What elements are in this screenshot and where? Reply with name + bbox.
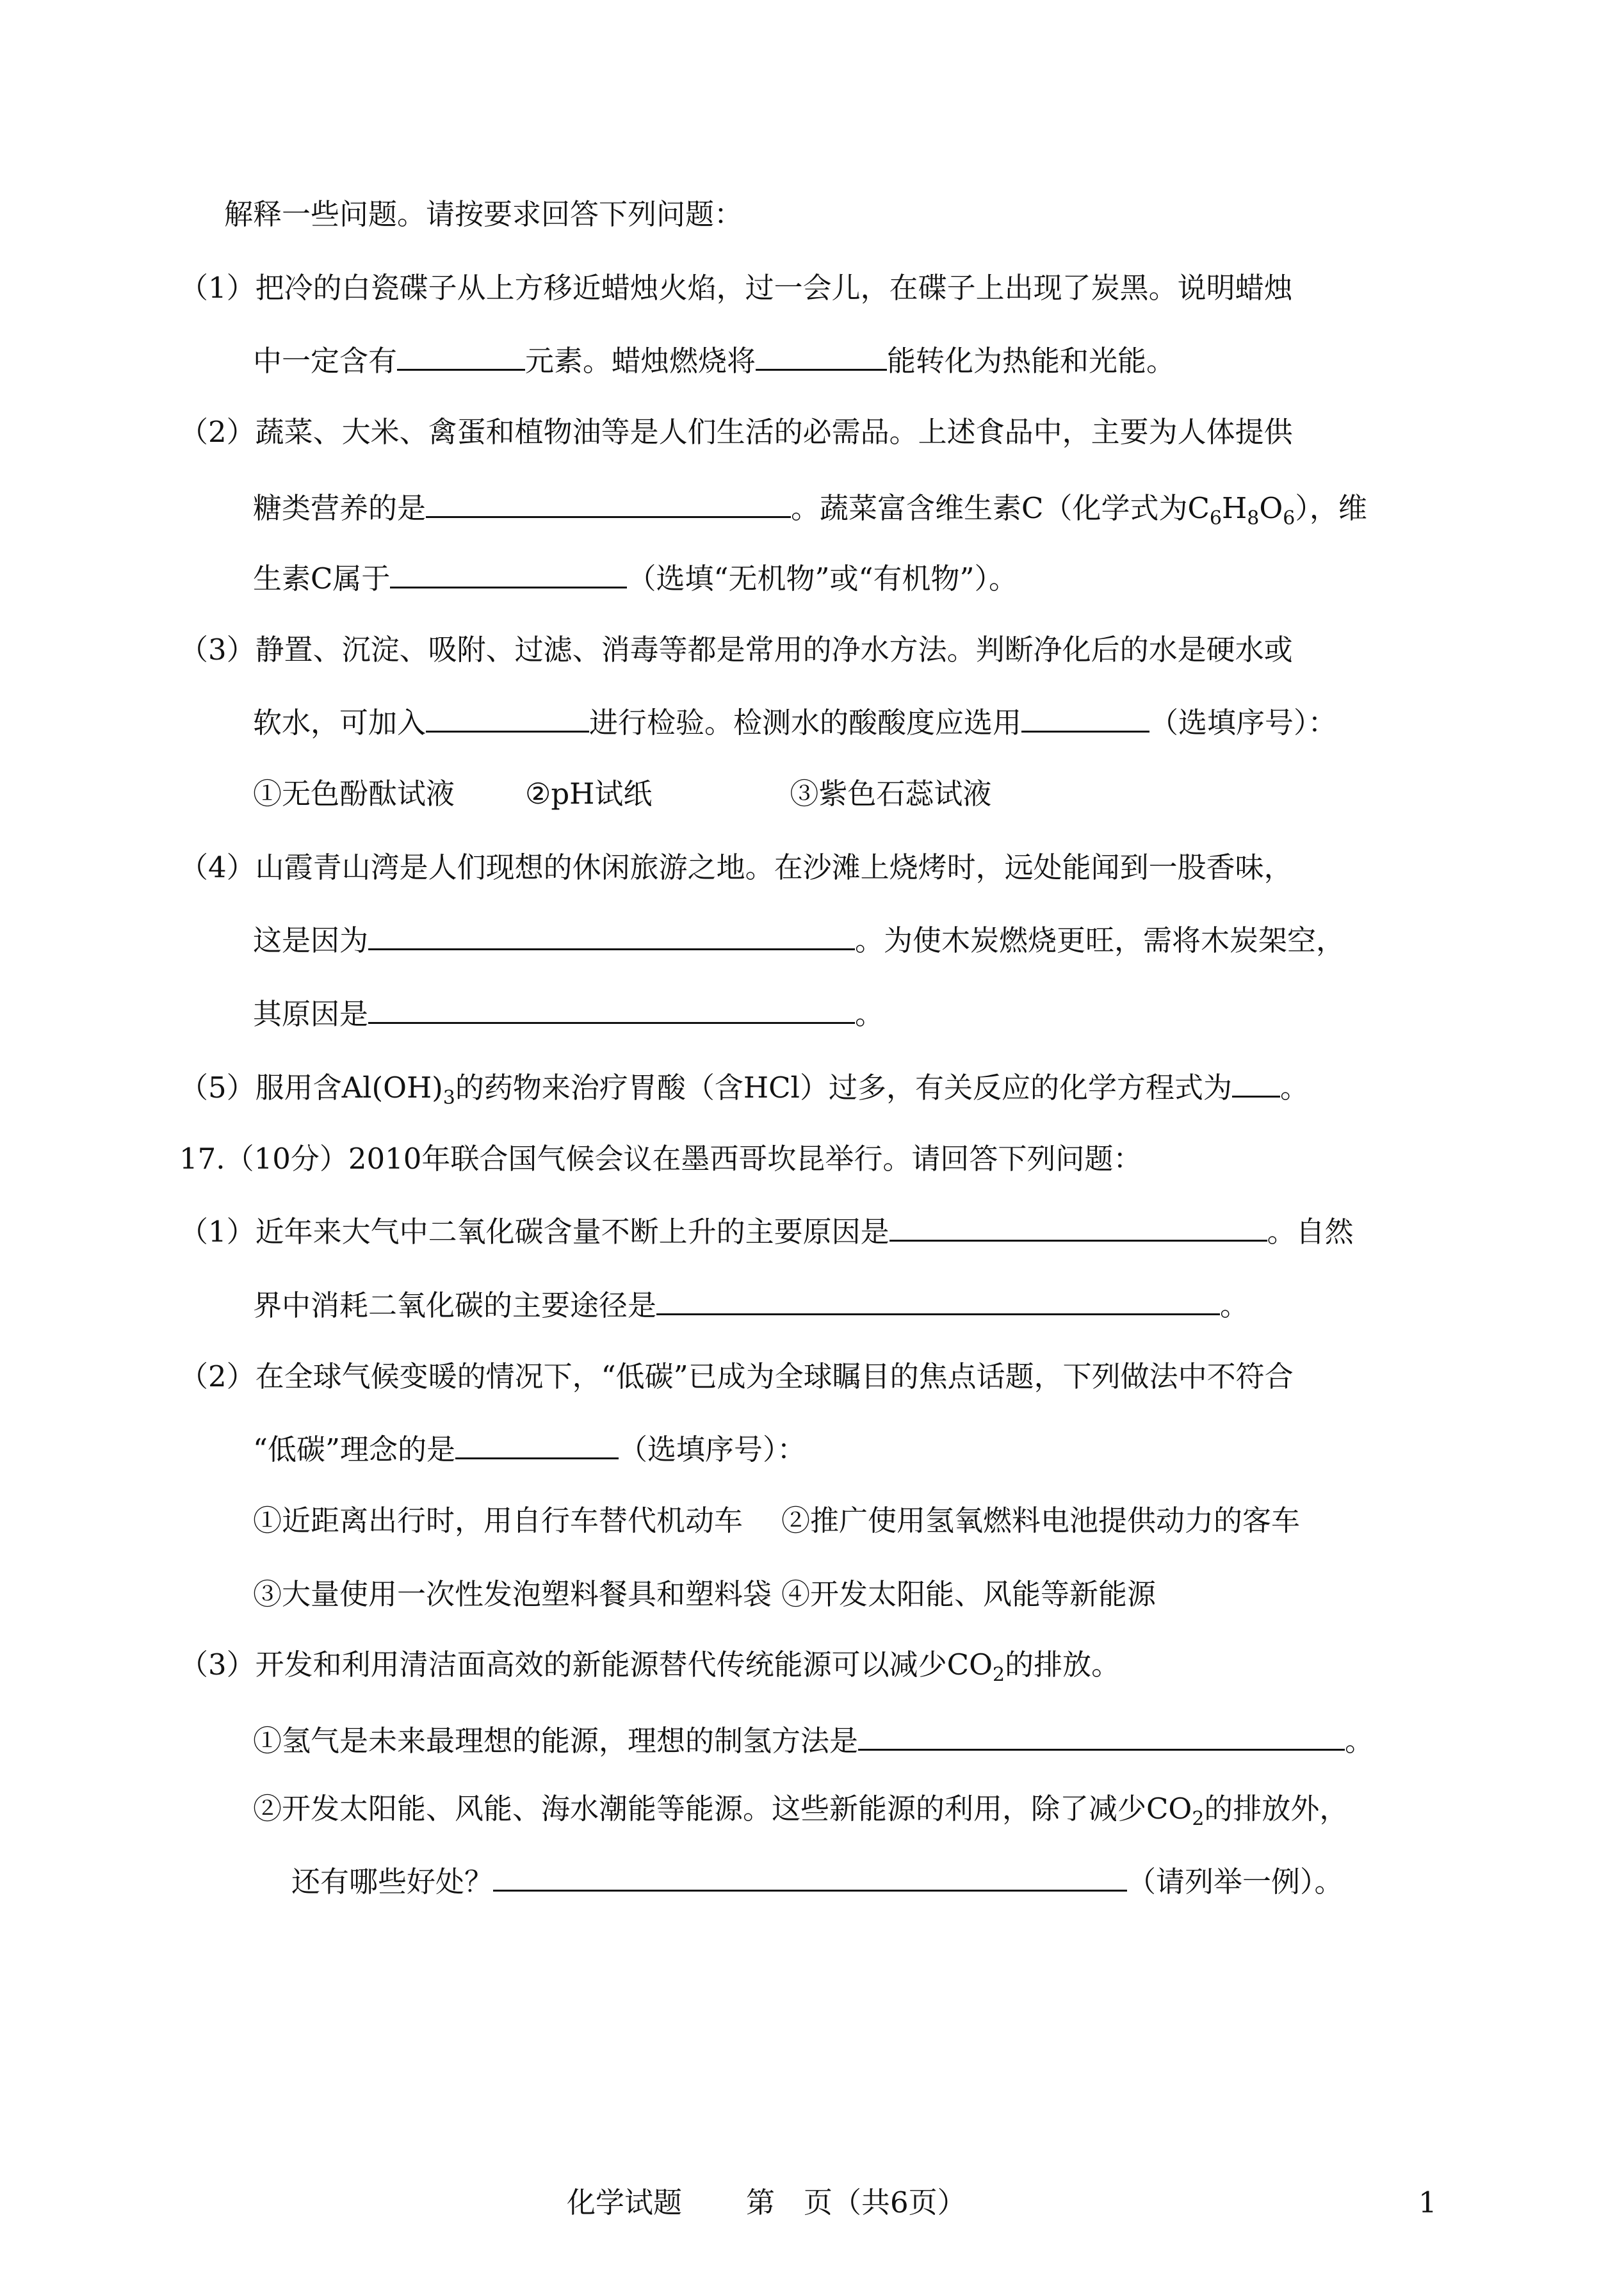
- answer-blank[interactable]: [1232, 1066, 1280, 1098]
- q17-p2-options-row2: [253, 1575, 1156, 1614]
- question-text: 。: [1345, 1724, 1374, 1758]
- intro-line: [224, 195, 743, 234]
- formula-subscript: 6: [1283, 507, 1295, 530]
- option-3: ③紫色石蕊试液: [790, 777, 992, 811]
- question-text: 的排放。: [1005, 1648, 1121, 1682]
- option-1: ①无色酚酞试液: [253, 777, 455, 811]
- question-text: 。蔬菜富含维生素C（化学式为C: [791, 491, 1210, 525]
- question-text: （请列举一例）。: [1127, 1865, 1344, 1899]
- option-2: ②pH试纸: [525, 777, 653, 811]
- question-text: ①氢气是未来最理想的能源，理想的制氢方法是: [253, 1724, 859, 1758]
- answer-blank[interactable]: [368, 919, 855, 950]
- question-text: 进行检验。检测水的酸酸度应选用: [589, 706, 1022, 740]
- q16-p3-line2: [253, 701, 1337, 742]
- part-label: （2）: [179, 1359, 256, 1393]
- answer-blank[interactable]: [368, 993, 855, 1024]
- question-text: 静置、沉淀、吸附、过滤、消毒等都是常用的净水方法。判断净化后的水是硬水或: [255, 633, 1293, 667]
- question-text: 在全球气候变暖的情况下，“低碳”已成为全球瞩目的焦点话题，下列做法中不符合: [255, 1359, 1294, 1393]
- question-text: 元素。蜡烛燃烧将: [525, 344, 756, 378]
- q16-p1-line2: [253, 339, 1175, 380]
- part-label: （1）: [179, 1215, 256, 1249]
- question-title: 17.（10分）2010年联合国气候会议在墨西哥坎昆举行。请回答下列问题：: [179, 1142, 1142, 1176]
- q17-p2-options-row1: [253, 1502, 1300, 1540]
- intro-text: 解释一些问题。请按要求回答下列问题：: [224, 197, 743, 231]
- formula-subscript: 3: [443, 1087, 455, 1109]
- answer-blank[interactable]: [889, 1210, 1267, 1242]
- question-text: 服用含Al(OH): [255, 1071, 443, 1105]
- part-label: （3）: [179, 1648, 256, 1682]
- q16-p2-line1: [179, 413, 1293, 451]
- question-text: 把冷的白瓷碟子从上方移近蜡烛火焰，过一会儿，在碟子上出现了炭黑。说明蜡烛: [255, 271, 1293, 305]
- q16-p3-options: [253, 775, 991, 813]
- question-text: 其原因是: [253, 997, 369, 1031]
- page-number: 1: [1418, 2186, 1437, 2219]
- part-label: （1）: [179, 271, 256, 305]
- question-text: 能转化为热能和光能。: [887, 344, 1176, 378]
- q17-header: [179, 1140, 1142, 1178]
- answer-blank[interactable]: [656, 1284, 1220, 1315]
- question-text: ②开发太阳能、风能、海水潮能等能源。这些新能源的利用，除了减少CO: [253, 1792, 1192, 1826]
- q17-p3-line1: [179, 1646, 1120, 1694]
- formula-text: O: [1259, 491, 1283, 525]
- q17-p3-sub3: [291, 1860, 1344, 1901]
- question-text: 近年来大气中二氧化碳含量不断上升的主要原因是: [255, 1215, 889, 1249]
- part-label: （3）: [179, 633, 256, 667]
- question-text: 生素C属于: [253, 562, 391, 596]
- question-text: 界中消耗二氧化碳的主要途径是: [253, 1288, 657, 1322]
- question-text: 山霞青山湾是人们现想的休闲旅游之地。在沙滩上烧烤时，远处能闻到一股香味，: [255, 850, 1293, 884]
- footer-page-number: [1418, 2184, 1437, 2222]
- q17-p2-line2: [253, 1428, 806, 1469]
- question-text: 这是因为: [253, 923, 369, 957]
- footer-page-label: [746, 2184, 966, 2222]
- q17-p3-sub1: [253, 1719, 1374, 1760]
- q17-p1-line2: [253, 1284, 1249, 1325]
- question-text: 。: [1220, 1288, 1249, 1322]
- question-text: “低碳”理念的是: [253, 1432, 456, 1466]
- answer-blank[interactable]: [426, 701, 589, 733]
- answer-blank[interactable]: [756, 339, 887, 371]
- q16-p2-line2: [253, 487, 1367, 538]
- footer-subject: [567, 2184, 682, 2222]
- part-label: （5）: [179, 1071, 256, 1105]
- answer-blank[interactable]: [397, 339, 525, 371]
- part-label: （4）: [179, 850, 256, 884]
- answer-blank[interactable]: [1021, 701, 1149, 733]
- footer-subject-text: 化学试题: [567, 2186, 683, 2219]
- answer-blank[interactable]: [426, 487, 791, 518]
- question-text: 的药物来治疗胃酸（含HCl）过多，有关反应的化学方程式为: [455, 1071, 1232, 1105]
- q17-p3-sub2: [253, 1790, 1348, 1838]
- question-text: （选填序号）：: [619, 1432, 806, 1466]
- q17-p2-line1: [179, 1358, 1294, 1396]
- question-text: 蔬菜、大米、禽蛋和植物油等是人们生活的必需品。上述食品中，主要为人体提供: [255, 415, 1293, 449]
- q16-p5-line: [179, 1066, 1309, 1117]
- option-2: ②推广使用氢氧燃料电池提供动力的客车: [781, 1504, 1301, 1537]
- q16-p4-line2: [253, 919, 1345, 960]
- question-text: 糖类营养的是: [253, 491, 426, 525]
- question-text: 中一定含有: [253, 344, 398, 378]
- question-text: ），维: [1295, 491, 1367, 525]
- answer-blank[interactable]: [858, 1719, 1345, 1751]
- question-text: 。为使木炭燃烧更旺，需将木炭架空，: [855, 923, 1345, 957]
- part-label: （2）: [179, 415, 256, 449]
- q17-p1-line1: [179, 1210, 1354, 1251]
- question-text: 。自然: [1267, 1215, 1354, 1249]
- option-1: ①近距离出行时，用自行车替代机动车: [253, 1504, 743, 1537]
- option-3: ③大量使用一次性发泡塑料餐具和塑料袋: [253, 1577, 772, 1611]
- question-text: （选填序号）：: [1149, 706, 1337, 740]
- question-text: 软水，可加入: [253, 706, 426, 740]
- question-text: 的排放外，: [1204, 1792, 1349, 1826]
- question-text: 。: [1279, 1071, 1309, 1105]
- question-text: （选填“无机物”或“有机物”）。: [627, 562, 1018, 596]
- answer-blank[interactable]: [390, 557, 627, 588]
- question-text: 开发和利用清洁面高效的新能源替代传统能源可以减少CO: [255, 1648, 993, 1682]
- q16-p4-line3: [253, 993, 884, 1034]
- footer-page-label-text: 第 页（共6页）: [746, 2186, 966, 2219]
- answer-blank[interactable]: [455, 1428, 619, 1459]
- formula-subscript: 8: [1247, 507, 1260, 530]
- q16-p3-line1: [179, 631, 1293, 669]
- q16-p1-line1: [179, 269, 1293, 307]
- q16-p4-line1: [179, 848, 1293, 887]
- question-text: 还有哪些好处？: [291, 1865, 494, 1899]
- formula-subscript: 2: [992, 1664, 1005, 1686]
- formula-text: H: [1221, 491, 1247, 525]
- question-text: 。: [855, 997, 884, 1031]
- formula-subscript: 6: [1209, 507, 1222, 530]
- answer-blank[interactable]: [493, 1860, 1127, 1892]
- formula-subscript: 2: [1192, 1808, 1205, 1830]
- q16-p2-line3: [253, 557, 1018, 598]
- option-4: ④开发太阳能、风能等新能源: [781, 1577, 1157, 1611]
